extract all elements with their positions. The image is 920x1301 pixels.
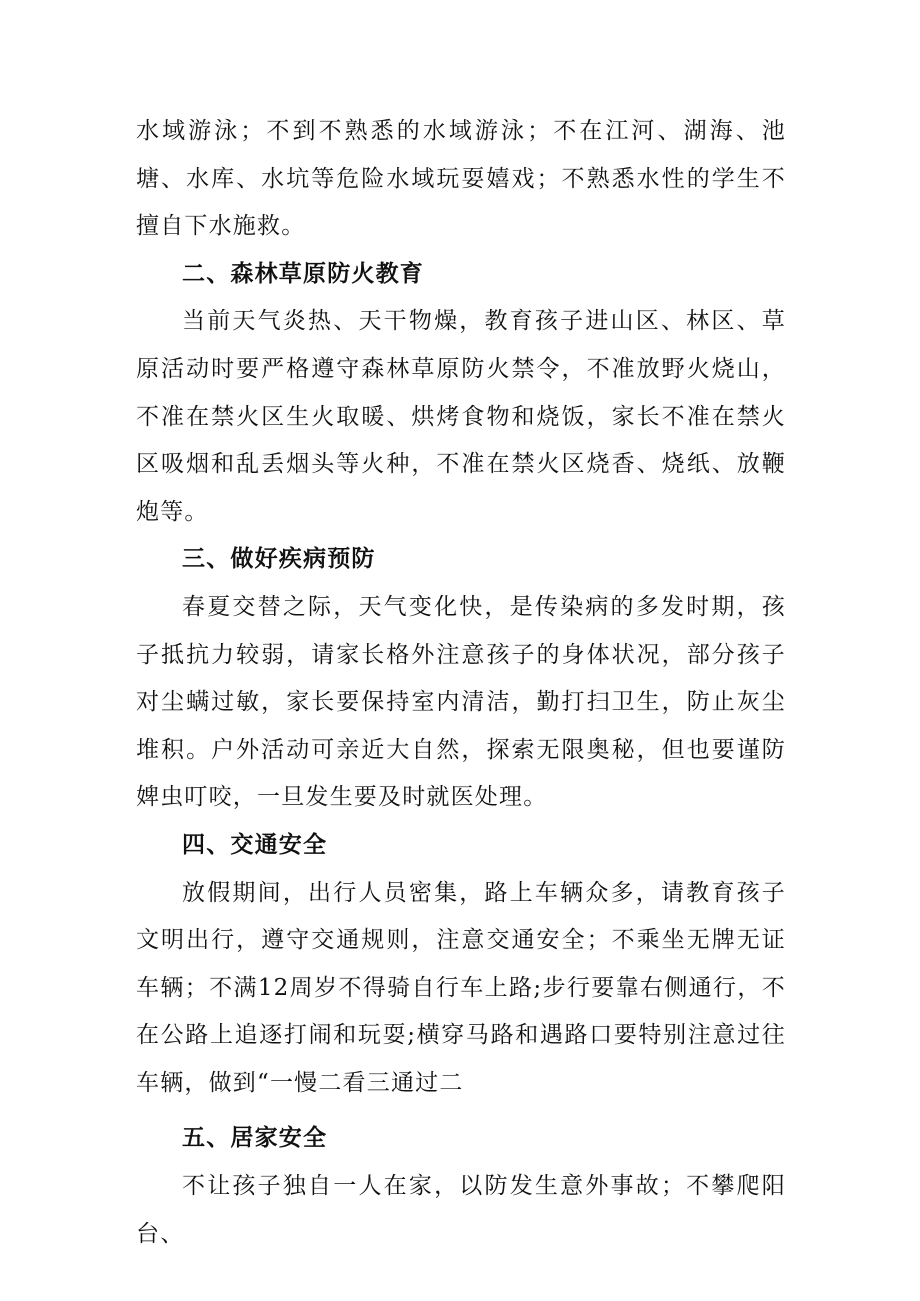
paragraph-home-safety: 不让孩子独自一人在家，以防发生意外事故；不攀爬阳台、 (136, 1173, 786, 1247)
heading-forest-fire-education: 二、森林草原防火教育 (182, 260, 424, 287)
heading-disease-prevention: 三、做好疾病预防 (182, 546, 376, 573)
heading-home-safety: 五、居家安全 (182, 1125, 328, 1152)
heading-traffic-safety: 四、交通安全 (182, 831, 328, 858)
paragraph-traffic-safety: 放假期间，出行人员密集，路上车辆众多，请教育孩子文明出行，遵守交通规则，注意交通安全；不乘坐无牌无证车辆；不满12周岁不得骑自行车上路;步行要靠右侧通行，不在公路上追逐打闹和玩耍;横穿马路和遇路口要特别注意过往车辆，做到“一慢二看三通过二 (136, 879, 786, 1096)
paragraph-forest-fire-education: 当前天气炎热、天干物燥，教育孩子进山区、林区、草原活动时要严格遵守森林草原防火禁令，不准放野火烧山，不准在禁火区生火取暖、烘烤食物和烧饭，家长不准在禁火区吸烟和乱丢烟头等火种，不准在禁火区烧香、烧纸、放鞭炮等。 (136, 308, 786, 525)
paragraph-swimming-safety-continued: 水域游泳；不到不熟悉的水域游泳；不在江河、湖海、池塘、水库、水坑等危险水域玩耍嬉戏；不熟悉水性的学生不擅自下水施救。 (136, 118, 786, 240)
document-body (136, 108, 786, 1258)
paragraph-disease-prevention: 春夏交替之际，天气变化快，是传染病的多发时期，孩子抵抗力较弱，请家长格外注意孩子的身体状况，部分孩子对尘螨过敏，家长要保持室内清洁，勤打扫卫生，防止灰尘堆积。户外活动可亲近大自然，探索无限奥秘，但也要谨防婢虫叮咬，一旦发生要及时就医处理。 (136, 593, 786, 811)
